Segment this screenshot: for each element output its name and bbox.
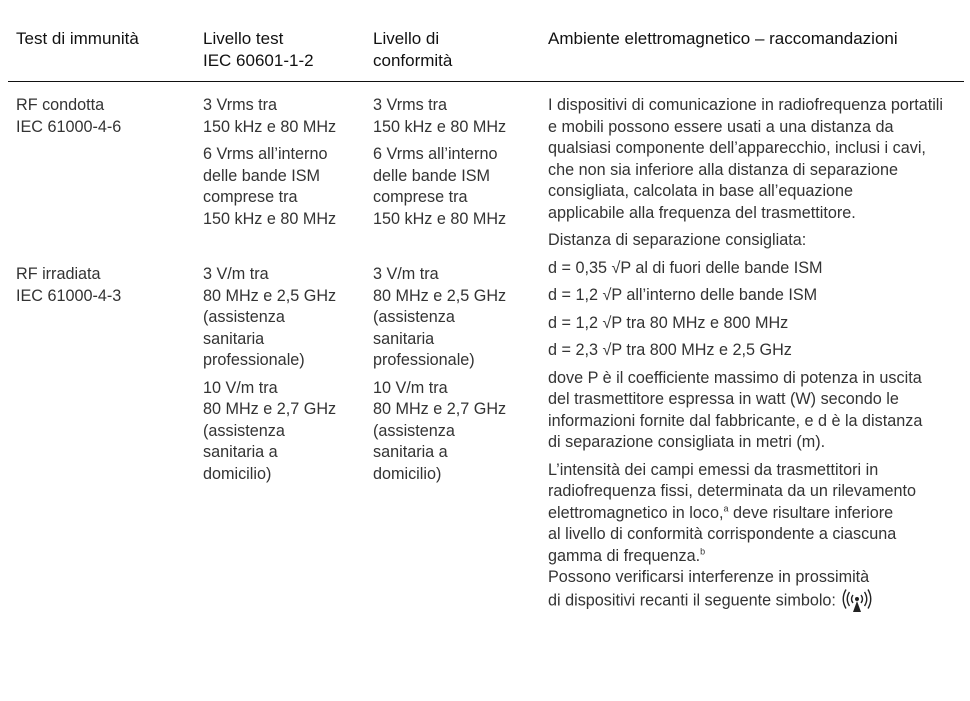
level-line: professionale) [373,351,475,369]
level-block [373,264,506,372]
test-standard: IEC 61000-4-6 [16,117,122,136]
level-block [373,378,506,486]
env-intensity [548,460,964,568]
env-interference [548,567,964,613]
text-line: consigliata, calcolata in base all’equazione [548,182,854,200]
test-name: RF irradiata [16,265,101,283]
text-line: del trasmettitore espressa in watt (W) secondo le [548,390,899,408]
text-line: di dispositivi recanti il seguente simbolo: [548,590,836,609]
environment-recommendations [548,95,964,619]
level-line: comprese tra [373,188,468,206]
level-line: delle bande ISM [373,166,490,185]
level-block [203,95,336,138]
level-line: delle bande ISM [203,166,320,185]
text-line: gamma di frequenza. [548,546,701,565]
text-line: di separazione consigliata in metri (m). [548,433,826,451]
header-level-test-line2: IEC 60601-1-2 [203,51,314,70]
text-line: elettromagnetico in loco, [548,503,724,522]
env-intro [548,95,964,224]
header-environment: Ambiente elettromagnetico – raccomandazioni [548,29,898,48]
level-line: (assistenza [203,421,285,440]
header-level-test [203,28,314,72]
text-line: dove P è il coefficiente massimo di potenza in uscita [548,368,922,387]
level-line: 3 V/m tra [203,265,269,283]
non-ionizing-radiation-icon [842,589,872,613]
header-level-test-line1: Livello test [203,29,284,48]
level-block [373,144,506,230]
distance-label: Distanza di separazione consigliata: [548,231,807,249]
text-line: e mobili possono essere usati a una distanza da [548,117,894,136]
level-line: 80 MHz e 2,5 GHz [203,286,337,305]
text-line: che non sia inferiore alla distanza di separazione [548,160,899,179]
level-block [373,95,506,138]
row-conducted-test [16,95,121,138]
header-test: Test di immunità [16,29,139,48]
row-radiated-test [16,264,121,307]
header-conformity-line2: conformità [373,51,453,70]
env-where [548,368,964,454]
header-conformity-line1: Livello di [373,29,440,48]
row-radiated-level-test [203,264,336,491]
level-line: (assistenza [203,308,285,326]
header-rule [8,81,964,82]
text-line: applicabile alla frequenza del trasmettitore. [548,203,856,222]
text-line: qualsiasi componente dell’apparecchio, inclusi i cavi, [548,139,926,157]
level-line: 3 Vrms tra [203,96,278,114]
level-line: sanitaria a [203,443,278,461]
level-line: 80 MHz e 2,5 GHz [373,286,507,305]
level-block [203,144,336,230]
formula: d = 1,2 √P tra 80 MHz e 800 MHz [548,313,789,332]
level-line: sanitaria [203,329,265,348]
level-line: 6 Vrms all’interno [373,145,498,163]
level-line: 6 Vrms all’interno [203,145,328,163]
text-line: informazioni fornite dal fabbricante, e d è la distanza [548,411,923,430]
test-name: RF condotta [16,96,105,114]
level-line: comprese tra [203,188,298,206]
level-line: domicilio) [203,464,272,483]
level-line: 150 kHz e 80 MHz [203,209,337,228]
row-radiated-level-conformity [373,264,506,491]
formula: d = 1,2 √P all’interno delle bande ISM [548,286,818,304]
level-line: 3 Vrms tra [373,96,448,114]
test-standard: IEC 61000-4-3 [16,286,122,305]
text-line: deve risultare inferiore [728,503,894,522]
text-line: al livello di conformità corrispondente a ciascuna [548,525,897,543]
level-line: 150 kHz e 80 MHz [373,117,507,136]
level-block [203,378,336,486]
level-line: 80 MHz e 2,7 GHz [203,400,337,418]
level-line: 10 V/m tra [203,378,278,397]
text-line: radiofrequenza fissi, determinata da un rilevamento [548,482,917,500]
text-line: I dispositivi di comunicazione in radiofrequenza portatili [548,96,944,114]
formula: d = 0,35 √P al di fuori delle bande ISM [548,258,823,277]
text-line: Possono verificarsi interferenze in prossimità [548,568,870,586]
level-line: 3 V/m tra [373,265,439,283]
level-block [203,264,336,372]
level-line: domicilio) [373,464,442,483]
row-conducted-level-test [203,95,336,236]
formula: d = 2,3 √P tra 800 MHz e 2,5 GHz [548,341,792,359]
level-line: 80 MHz e 2,7 GHz [373,400,507,418]
footnote-a-marker: a [723,503,729,514]
level-line: sanitaria [373,329,435,348]
footnote-b-marker: b [700,546,706,557]
level-line: 10 V/m tra [373,378,448,397]
level-line: sanitaria a [373,443,448,461]
level-line: (assistenza [373,308,455,326]
header-level-conformity [373,28,452,72]
level-line: 150 kHz e 80 MHz [203,117,337,136]
level-line: 150 kHz e 80 MHz [373,209,507,228]
level-line: (assistenza [373,421,455,440]
text-line: L’intensità dei campi emessi da trasmettitori in [548,460,879,479]
level-line: professionale) [203,351,305,369]
row-conducted-level-conformity [373,95,506,236]
